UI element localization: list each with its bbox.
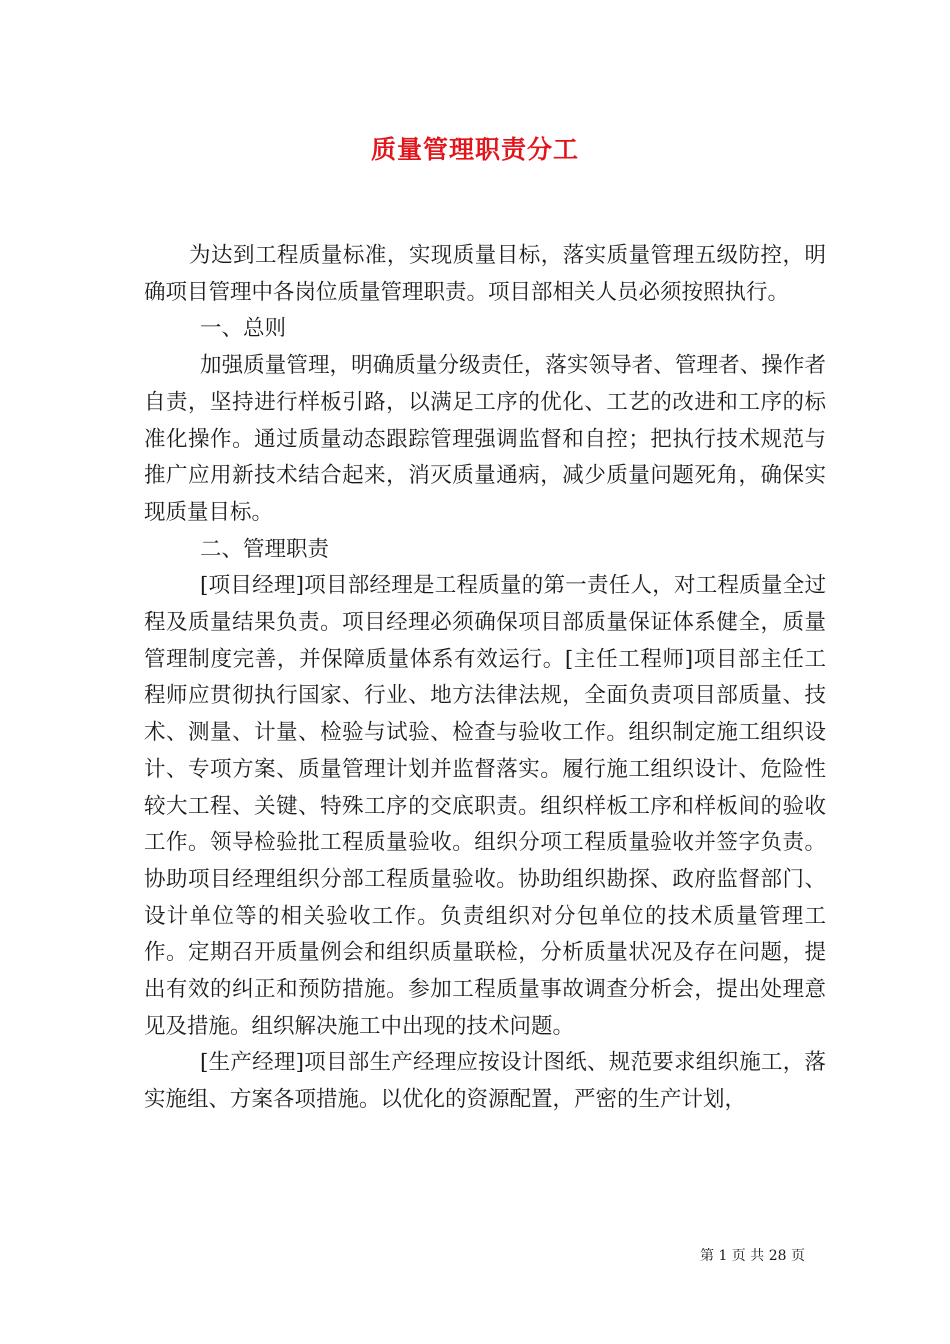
duties-paragraph-manager: [项目经理]项目部经理是工程质量的第一责任人，对工程质量全过程及质量结果负责。项目经理必须确保项目部质量保证体系健全，质量管理制度完善，并保障质量体系有效运行。[主任工程师]项目部主任工程师应贯彻执行国家、行业、地方法律法规，全面负责项目部质量、技术、测量、计量、检验与试验、检查与验收工作。组织制定施工组织设计、专项方案、质量管理计划并监督落实。履行施工组织设计、危险性较大工程、关键、特殊工序的交底职责。组织样板工序和样板间的验收工作。领导检验批工程质量验收。组织分项工程质量验收并签字负责。协助项目经理组织分部工程质量验收。协助组织勘探、政府监督部门、设计单位等的相关验收工作。负责组织对分包单位的技术质量管理工作。定期召开质量例会和组织质量联检，分析质量状况及存在问题，提出有效的纠正和预防措施。参加工程质量事故调查分析会，提出处理意见及措施。组织解决施工中出现的技术问题。 [144, 573, 826, 1039]
section-heading-general: 一、总则 [200, 316, 287, 342]
document-title: 质量管理职责分工 [370, 135, 579, 164]
document-body [144, 238, 826, 1119]
section-heading-duties: 二、管理职责 [200, 536, 330, 562]
intro-paragraph: 为达到工程质量标准，实现质量目标，落实质量管理五级防控，明确项目管理中各岗位质量管理职责。项目部相关人员必须按照执行。 [144, 243, 826, 305]
general-paragraph: 加强质量管理，明确质量分级责任，落实领导者、管理者、操作者自责，坚持进行样板引路，以满足工序的优化、工艺的改进和工序的标准化操作。通过质量动态跟踪管理强调监督和自控；把执行技术规范与推广应用新技术结合起来，消灭质量通病，减少质量问题死角，确保实现质量目标。 [144, 353, 826, 525]
duties-paragraph-production: [生产经理]项目部生产经理应按设计图纸、规范要求组织施工，落实施组、方案各项措施。以优化的资源配置，严密的生产计划， [144, 1050, 826, 1113]
page-number-footer: 第 1 页 共 28 页 [700, 1248, 805, 1264]
